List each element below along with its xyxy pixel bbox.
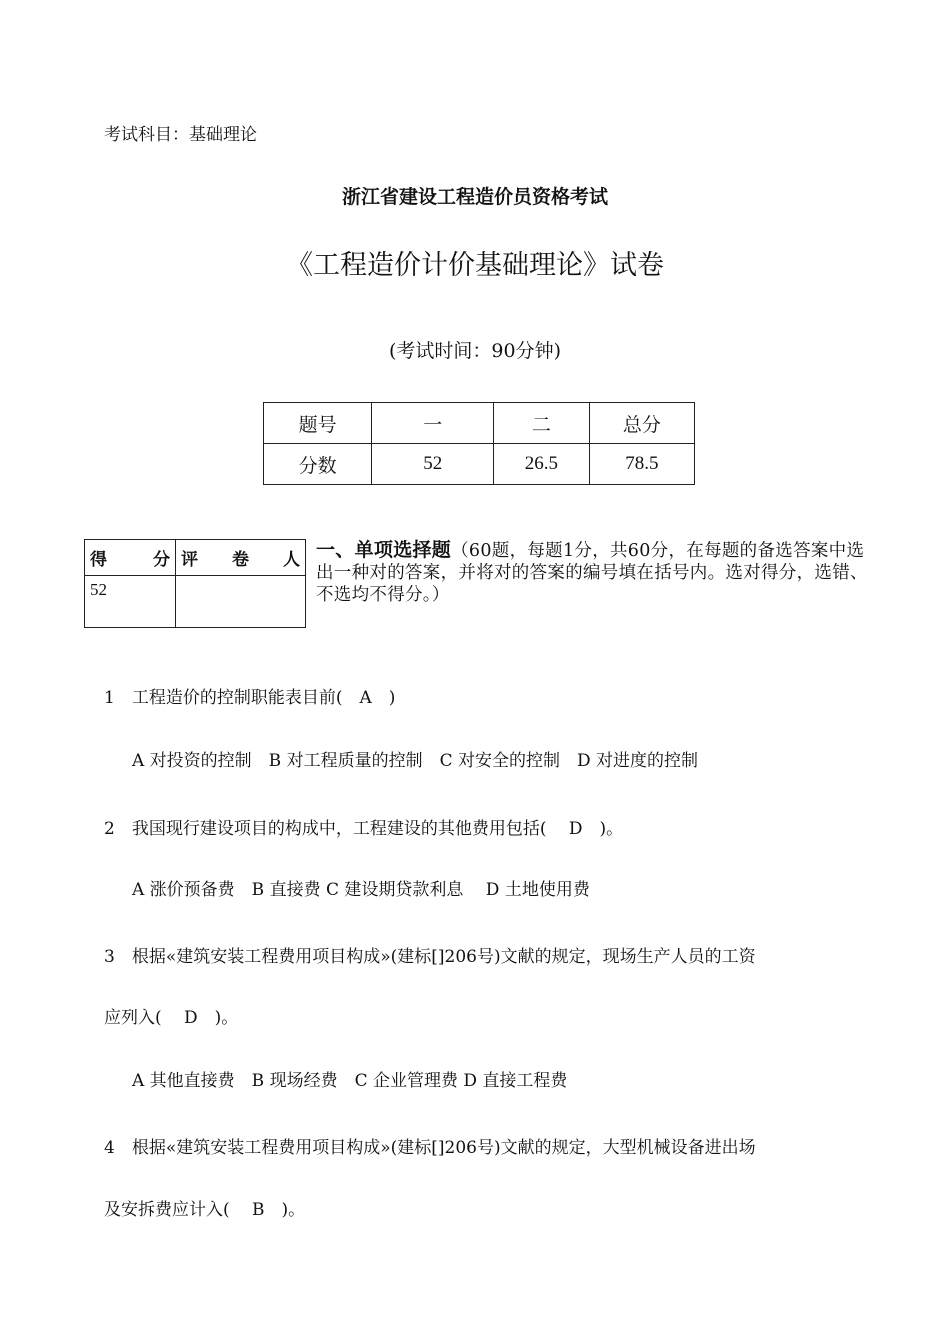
question-4: 4 根据«建筑安装工程费用项目构成»(建标[]206号)文献的规定，大型机械设备进出场 [104, 1138, 756, 1158]
header-cell: 二 [494, 403, 589, 444]
header-cell: 总分 [589, 403, 694, 444]
score-cell: 52 [372, 444, 494, 485]
question-1: 1 工程造价的控制职能表目前( A ) [104, 688, 396, 708]
question-3-continued: 应列入( D )。 [104, 1008, 239, 1028]
section-heading: 一、单项选择题 [316, 539, 452, 561]
table-header-row [264, 403, 695, 444]
paper-title: 《工程造价计价基础理论》试卷 [286, 250, 664, 281]
score-label-char: 得 [90, 550, 107, 570]
row-label-cell: 分数 [264, 444, 372, 485]
header-cell: 一 [372, 403, 494, 444]
question-4-continued: 及安拆费应计入( B )。 [104, 1200, 306, 1220]
grader-label-char: 评 [181, 550, 198, 570]
exam-subject: 考试科目：基础理论 [104, 125, 257, 145]
question-3: 3 根据«建筑安装工程费用项目构成»(建标[]206号)文献的规定，现场生产人员的工资 [104, 947, 756, 967]
question-1-options: A 对投资的控制 B 对工程质量的控制 C 对安全的控制 D 对进度的控制 [132, 751, 699, 771]
grader-name-value [176, 576, 306, 628]
score-label-char: 分 [153, 550, 170, 570]
score-cell: 26.5 [494, 444, 589, 485]
grader-label-char: 卷 [232, 550, 249, 570]
question-3-options: A 其他直接费 B 现场经费 C 企业管理费 D 直接工程费 [132, 1071, 568, 1091]
grader-label-cell [176, 540, 306, 576]
section-score-value: 52 [85, 576, 176, 628]
grader-box [84, 539, 306, 628]
grader-label-char: 人 [283, 550, 300, 570]
grader-value-row [85, 576, 306, 628]
table-row [264, 444, 695, 485]
section-instructions [316, 539, 882, 606]
total-score-cell: 78.5 [589, 444, 694, 485]
exam-duration: (考试时间：90分钟) [388, 340, 561, 362]
score-label-cell [85, 540, 176, 576]
question-2-options: A 涨价预备费 B 直接费 C 建设期贷款利息 D 土地使用费 [132, 880, 590, 900]
score-summary-table [263, 402, 695, 485]
question-2: 2 我国现行建设项目的构成中，工程建设的其他费用包括( D )。 [104, 819, 624, 839]
section-instructions-text: （60题，每题1分，共60分，在每题的备选答案中选出一种对的答案，并将对的答案的编号填在括号内。选对得分，选错、不选均不得分。） [316, 541, 868, 605]
grader-header-row [85, 540, 306, 576]
header-cell: 题号 [264, 403, 372, 444]
organization-title: 浙江省建设工程造价员资格考试 [341, 186, 608, 208]
